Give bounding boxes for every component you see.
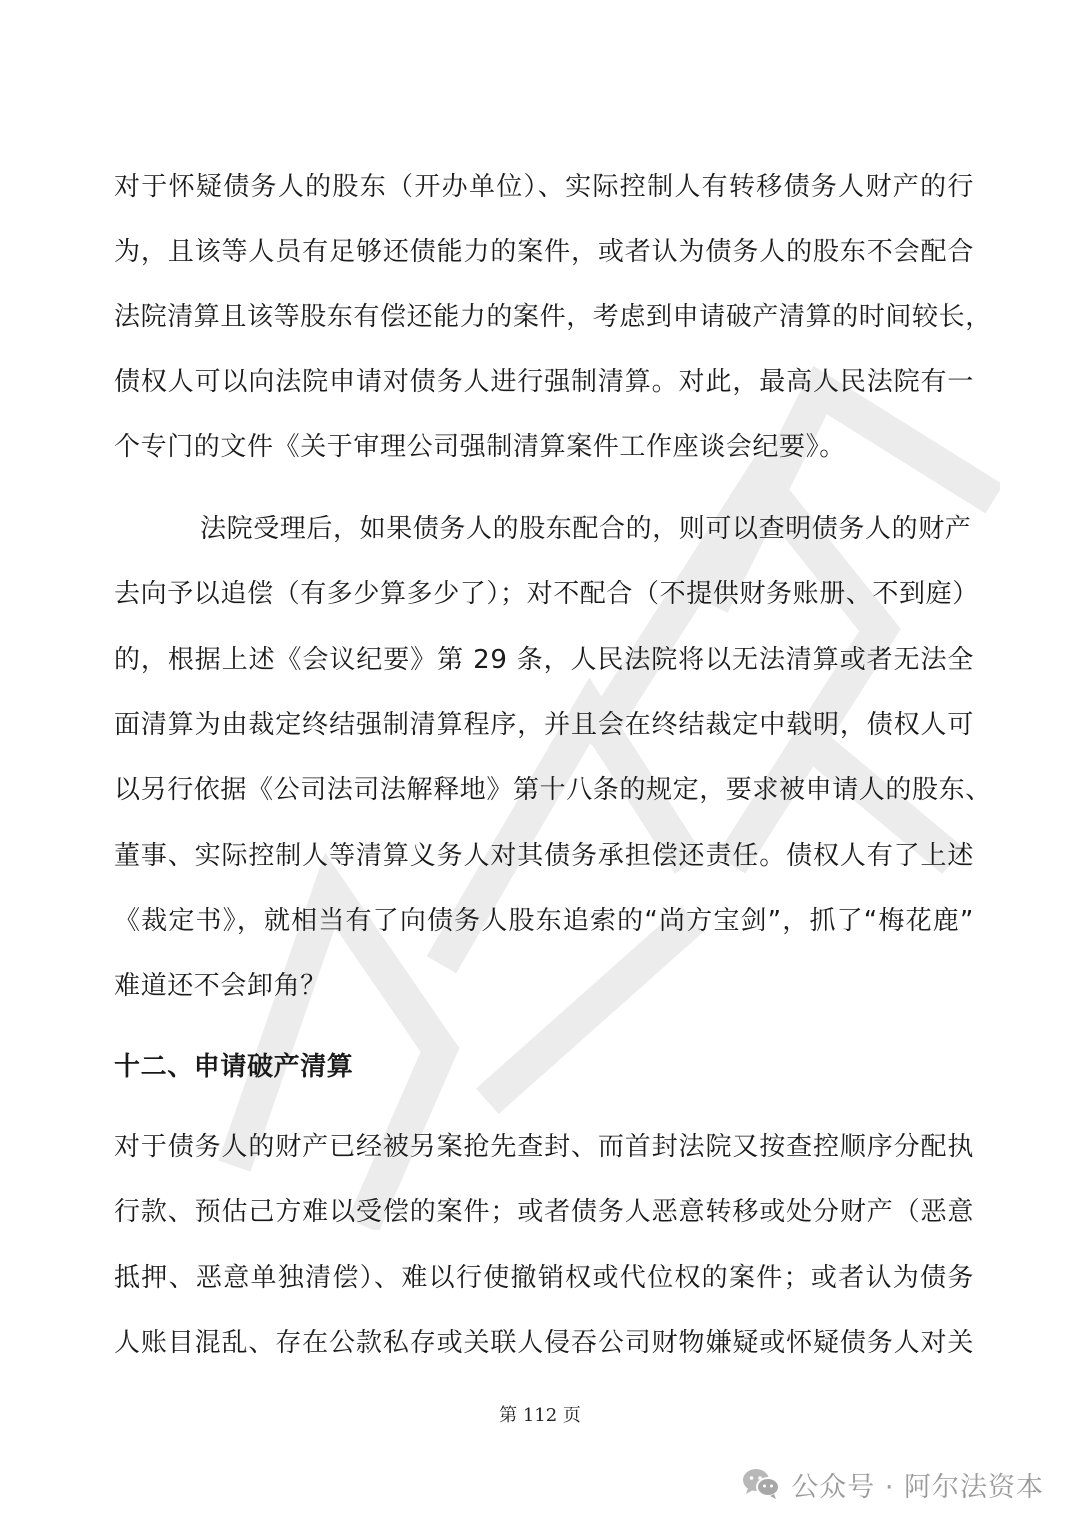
body-line: 个专门的文件《关于审理公司强制清算案件工作座谈会纪要》。 — [114, 432, 846, 462]
wechat-watermark — [741, 1464, 1044, 1504]
body-line: 债权人可以向法院申请对债务人进行强制清算。对此，最高人民法院有一 — [114, 367, 974, 397]
body-line: 难道还不会卸角？ — [114, 971, 327, 1001]
body-line: 去向予以追偿（有多少算多少了）；对不配合（不提供财务账册、不到庭） — [114, 579, 979, 609]
body-line: 以另行依据《公司法司法解释地》第十八条的规定，要求被申请人的股东、 — [114, 775, 992, 805]
body-line: 面清算为由裁定终结强制清算程序，并且会在终结裁定中载明，债权人可 — [114, 710, 974, 740]
body-line: 董事、实际控制人等清算义务人对其债务承担偿还责任。债权人有了上述 — [114, 841, 974, 871]
body-line: 《裁定书》，就相当有了向债务人股东追索的“尚方宝剑”，抓了“梅花鹿” — [114, 906, 974, 936]
body-line: 行款、预估己方难以受偿的案件；或者债务人恶意转移或处分财产（恶意 — [114, 1197, 974, 1227]
body-line: 法院受理后，如果债务人的股东配合的，则可以查明债务人的财产 — [200, 514, 972, 544]
body-line: 对于怀疑债务人的股东（开办单位）、实际控制人有转移债务人财产的行 — [114, 172, 974, 202]
wechat-account-label: 公众号 · 阿尔法资本 — [791, 1471, 1044, 1503]
body-line: 人账目混乱、存在公款私存或关联人侵吞公司财物嫌疑或怀疑债务人对关 — [114, 1328, 974, 1358]
body-line: 的，根据上述《会议纪要》第 29 条，人民法院将以无法清算或者无法全 — [114, 645, 974, 675]
body-line: 为，且该等人员有足够还债能力的案件，或者认为债务人的股东不会配合 — [114, 237, 974, 267]
body-line: 对于债务人的财产已经被另案抢先查封、而首封法院又按查控顺序分配执 — [114, 1132, 974, 1162]
body-line: 抵押、恶意单独清偿）、难以行使撤销权或代位权的案件；或者认为债务 — [114, 1263, 974, 1293]
body-line: 法院清算且该等股东有偿还能力的案件，考虑到申请破产清算的时间较长， — [114, 302, 992, 332]
wechat-icon — [741, 1467, 781, 1501]
section-heading: 十二、申请破产清算 — [114, 1052, 354, 1082]
page-number: 第 112 页 — [499, 1405, 581, 1426]
